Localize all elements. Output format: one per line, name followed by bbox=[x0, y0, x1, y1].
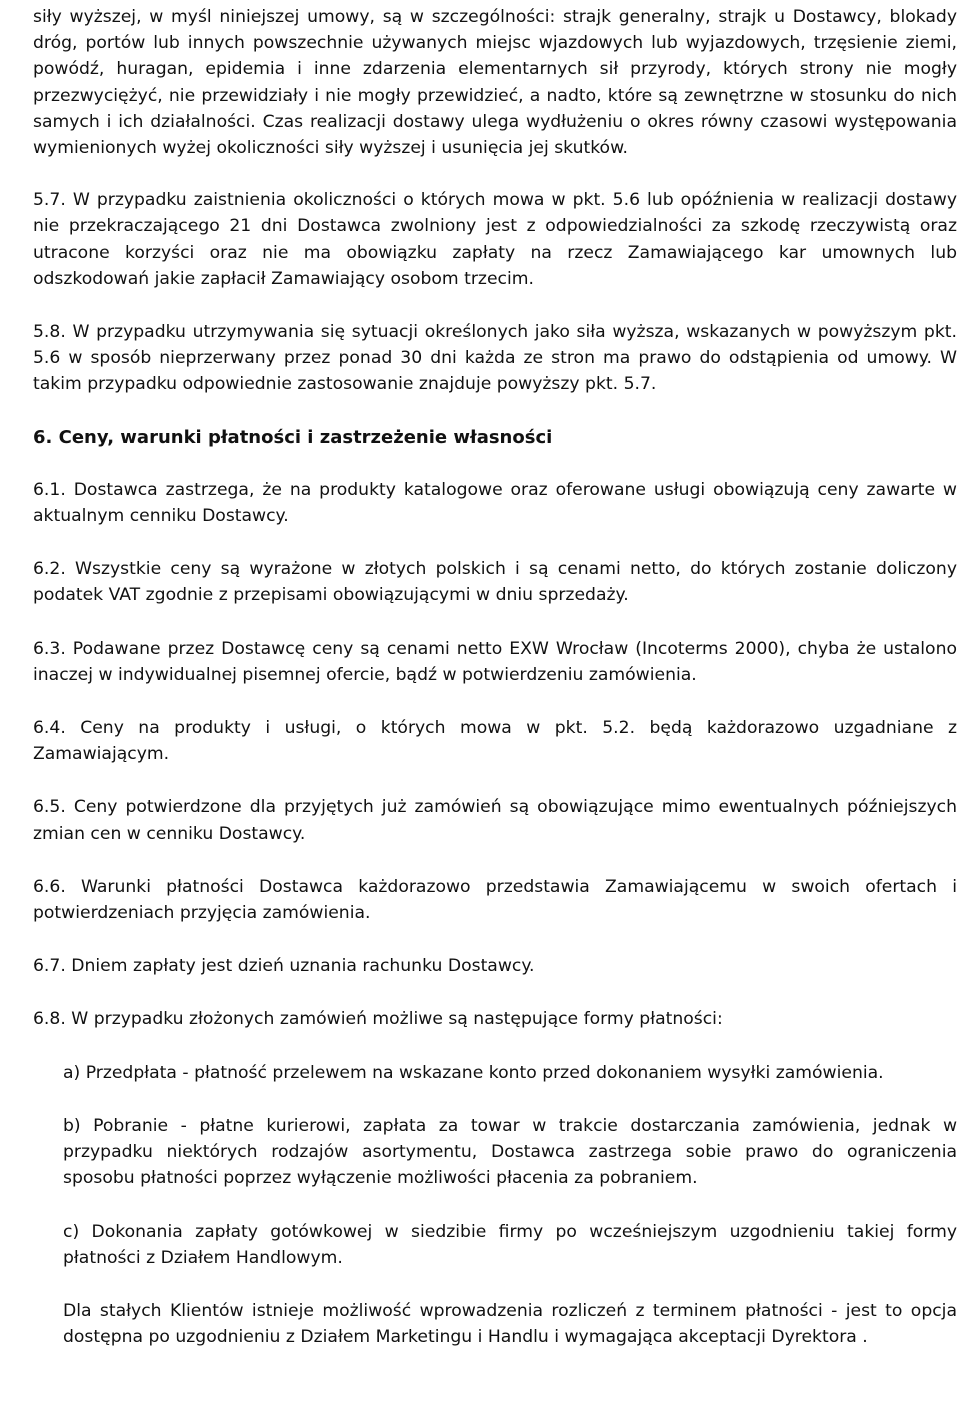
clause-5-7: 5.7. W przypadku zaistnienia okoliczności o których mowa w pkt. 5.6 lub opóźnienia w realizacji dostawy nie przekraczającego 21 dni Dostawca zwolniony jest z odpowiedzialności za szkodę rzeczywistą oraz utracone korzyści oraz nie ma obowiązku zapłaty na rzecz Zamawiającego kar umownych lub odszkodowań jakie zapłacił Zamawiający osobom trzecim. bbox=[33, 190, 957, 289]
clause-6-5: 6.5. Ceny potwierdzone dla przyjętych już zamówień są obowiązujące mimo ewentualnych późniejszych zmian cen w cenniku Dostawcy. bbox=[33, 797, 957, 844]
clause-5-8: 5.8. W przypadku utrzymywania się sytuacji określonych jako siła wyższa, wskazanych w powyższym pkt. 5.6 w sposób nieprzerwany przez ponad 30 dni każda ze stron ma prawo do odstąpienia od umowy. W takim przypadku odpowiednie zastosowanie znajduje powyższy pkt. 5.7. bbox=[33, 322, 957, 395]
clause-6-6: 6.6. Warunki płatności Dostawca każdorazowo przedstawia Zamawiającemu w swoich ofertach i potwierdzeniach przyjęcia zamówienia. bbox=[33, 876, 957, 924]
clause-6-1: 6.1. Dostawca zastrzega, że na produkty katalogowe oraz oferowane usługi obowiązują ceny zawarte w aktualnym cenniku Dostawcy. bbox=[33, 479, 957, 527]
regular-clients-note: Dla stałych Klientów istnieje możliwość wprowadzenia rozliczeń z terminem płatności - jest to opcja dostępna po uzgodnieniu z Działem Marketingu i Handlu i wymagająca akceptacji Dyrektora . bbox=[63, 1300, 957, 1348]
section-6-heading: 6. Ceny, warunki płatności i zastrzeżenie własności bbox=[33, 426, 553, 448]
clause-6-8: 6.8. W przypadku złożonych zamówień możliwe są następujące formy płatności: bbox=[33, 1009, 723, 1030]
payment-option-b: b) Pobranie - płatne kurierowi, zapłata za towar w trakcie dostarczania zamówienia, jednak w przypadku niektórych rodzajów asortymentu, Dostawca zastrzega sobie prawo do ograniczenia sposobu płatności poprzez wyłączenie możliwości płacenia za pobraniem. bbox=[63, 1115, 957, 1189]
clause-6-3: 6.3. Podawane przez Dostawcę ceny są cenami netto EXW Wrocław (Incoterms 2000), chyba że ustalono inaczej w indywidualnej pisemnej ofercie, bądź w potwierdzeniu zamówienia. bbox=[33, 638, 957, 685]
payment-option-c: c) Dokonania zapłaty gotówkowej w siedzibie firmy po wcześniejszym uzgodnieniu takiej formy płatności z Działem Handlowym. bbox=[63, 1221, 957, 1268]
document-body bbox=[33, 4, 957, 1350]
clause-6-2: 6.2. Wszystkie ceny są wyrażone w złotych polskich i są cenami netto, do których zostanie doliczony podatek VAT zgodnie z przepisami obowiązującymi w dniu sprzedaży. bbox=[33, 559, 957, 606]
force-majeure-continuation: siły wyższej, w myśl niniejszej umowy, są w szczególności: strajk generalny, strajk u Dostawcy, blokady dróg, portów lub innych powszechnie używanych miejsc wjazdowych lub wyjazdowych, trzęsienie ziemi, powódź, huragan, epidemia i inne zdarzenia elementarnych sił przyrody, których strony nie mogły przezwyciężyć, nie przewidziały i nie mogły przewidzieć, a nadto, które są zewnętrzne w stosunku do nich samych i ich działalności. Czas realizacji dostawy ulega wydłużeniu o okres równy czasowi występowania wymienionych wyżej okoliczności siły wyższej i usunięcia jej skutków. bbox=[33, 7, 957, 159]
clause-6-4: 6.4. Ceny na produkty i usługi, o których mowa w pkt. 5.2. będą każdorazowo uzgadniane z Zamawiającym. bbox=[33, 718, 957, 765]
clause-6-7: 6.7. Dniem zapłaty jest dzień uznania rachunku Dostawcy. bbox=[33, 956, 535, 977]
payment-option-a: a) Przedpłata - płatność przelewem na wskazane konto przed dokonaniem wysyłki zamówienia. bbox=[63, 1062, 884, 1083]
